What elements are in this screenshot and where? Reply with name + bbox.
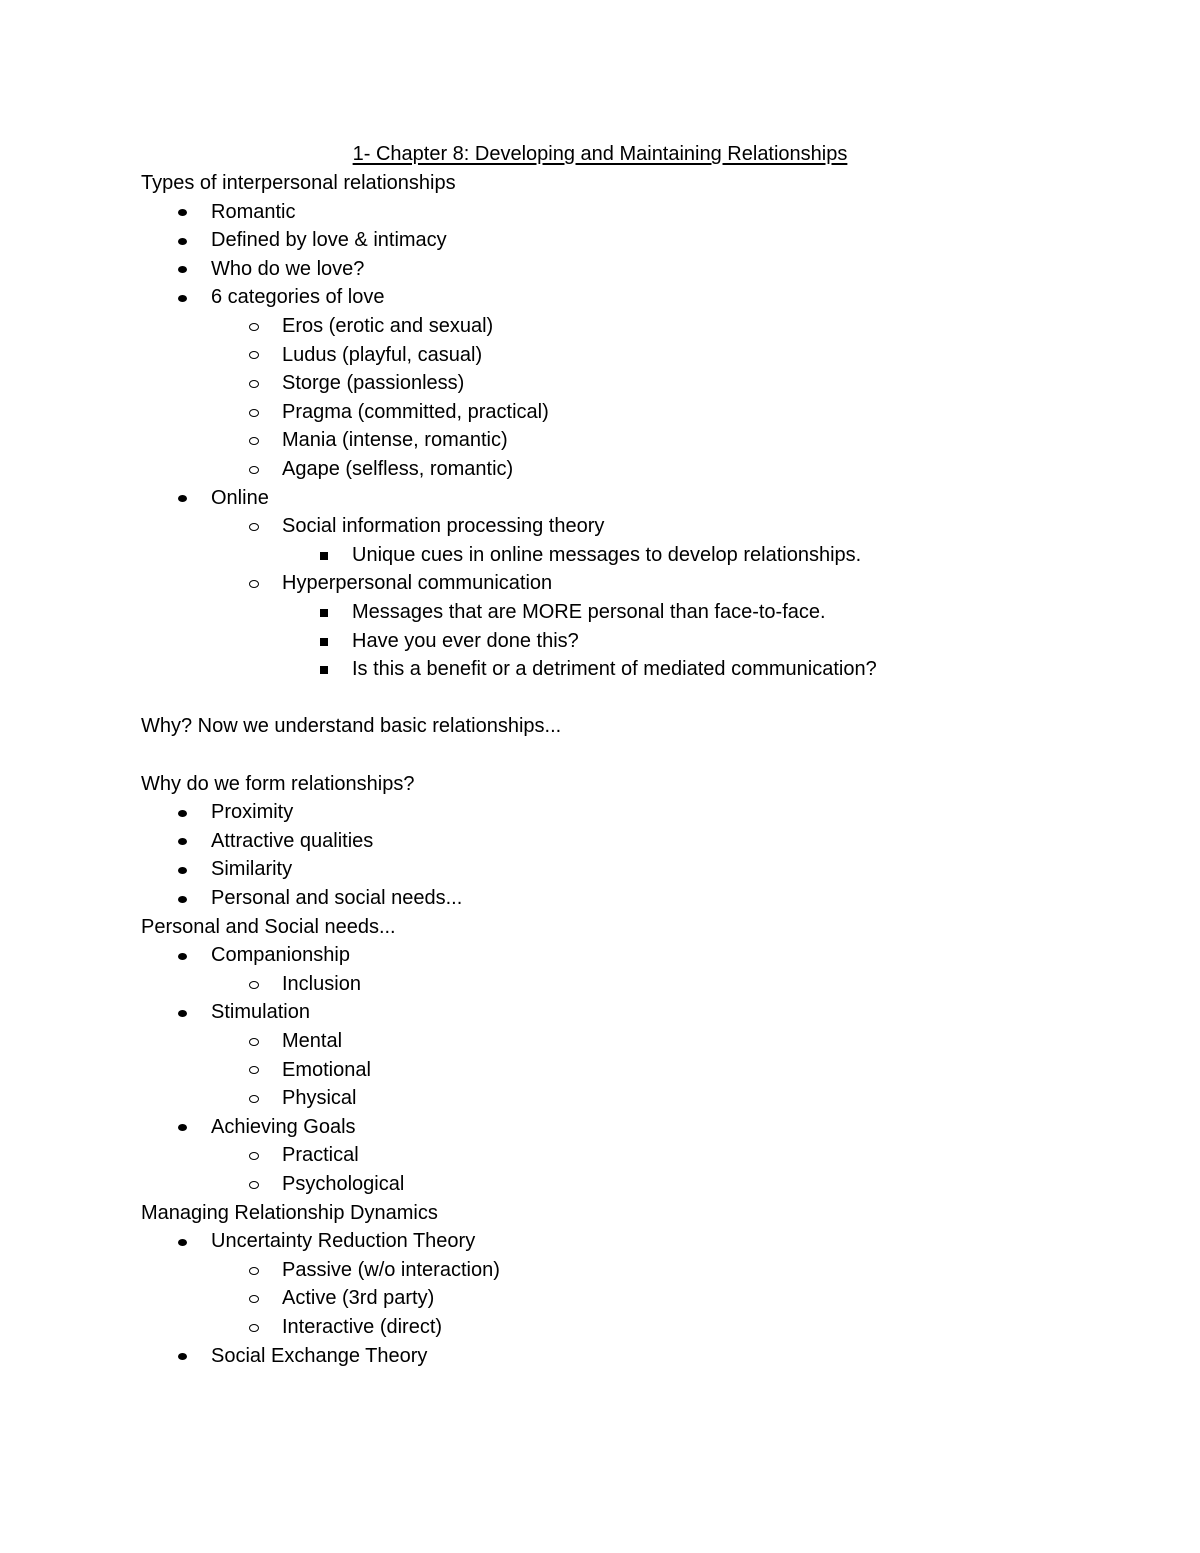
section-heading: Why do we form relationships?	[141, 772, 415, 795]
list-item: Ludus (playful, casual)	[282, 343, 483, 366]
bullet-disc-icon	[178, 1124, 187, 1131]
bullet-disc-icon	[178, 1353, 187, 1360]
bullet-disc-icon	[178, 953, 187, 960]
bullet-disc-icon	[178, 209, 187, 216]
bullet-circle-icon	[249, 1181, 259, 1189]
list-item: Social Exchange Theory	[211, 1344, 428, 1367]
bullet-circle-icon	[249, 323, 259, 331]
bullet-disc-icon	[178, 495, 187, 502]
bullet-circle-icon	[249, 1324, 259, 1332]
list-item: Have you ever done this?	[352, 629, 579, 652]
bullet-disc-icon	[178, 1010, 187, 1017]
bullet-square-icon	[320, 609, 328, 617]
list-item: Eros (erotic and sexual)	[282, 315, 494, 337]
bullet-circle-icon	[249, 1095, 259, 1103]
list-item: Active (3rd party)	[282, 1287, 435, 1310]
list-item: Is this a benefit or a detriment of mediated communication?	[352, 658, 877, 681]
list-item: Interactive (direct)	[282, 1316, 443, 1338]
document-title	[0, 140, 1200, 168]
list-item: Mania (intense, romantic)	[282, 429, 508, 452]
bullet-disc-icon	[178, 238, 187, 245]
list-item: Storge (passionless)	[282, 372, 465, 395]
bullet-disc-icon	[178, 838, 187, 845]
list-item: 6 categories of love	[211, 286, 385, 309]
bullet-disc-icon	[178, 810, 187, 817]
bullet-circle-icon	[249, 351, 259, 359]
document-title-text: 1- Chapter 8: Developing and Maintaining Relationships	[352, 143, 848, 165]
list-item: Proximity	[211, 801, 294, 824]
list-item: Defined by love & intimacy	[211, 229, 447, 252]
list-item: Stimulation	[211, 1001, 310, 1024]
list-item: Similarity	[211, 858, 293, 881]
list-item: Personal and social needs...	[211, 887, 463, 909]
list-item: Inclusion	[282, 972, 361, 995]
bullet-circle-icon	[249, 380, 259, 388]
list-item: Mental	[282, 1030, 343, 1052]
list-item: Companionship	[211, 944, 350, 967]
list-item: Romantic	[211, 200, 296, 223]
list-item: Unique cues in online messages to develop relationships.	[352, 543, 862, 566]
bullet-circle-icon	[249, 523, 259, 531]
list-item: Achieving Goals	[211, 1115, 356, 1138]
list-item: Pragma (committed, practical)	[282, 400, 549, 423]
list-item: Social information processing theory	[282, 515, 605, 538]
bullet-circle-icon	[249, 409, 259, 417]
list-item: Online	[211, 486, 269, 509]
bullet-disc-icon	[178, 1239, 187, 1246]
bullet-circle-icon	[249, 580, 259, 588]
bullet-disc-icon	[178, 266, 187, 273]
list-item: Uncertainty Reduction Theory	[211, 1230, 476, 1253]
list-item: Practical	[282, 1144, 359, 1167]
bullet-circle-icon	[249, 466, 259, 474]
list-item: Messages that are MORE personal than face-to-face.	[352, 601, 826, 623]
bullet-circle-icon	[249, 437, 259, 445]
bullet-square-icon	[320, 666, 328, 674]
section-heading: Managing Relationship Dynamics	[141, 1201, 438, 1224]
list-item: Attractive qualities	[211, 829, 374, 852]
bullet-disc-icon	[178, 867, 187, 874]
bullet-circle-icon	[249, 1295, 259, 1303]
list-item: Passive (w/o interaction)	[282, 1258, 500, 1281]
list-item: Physical	[282, 1087, 357, 1110]
list-item: Who do we love?	[211, 257, 365, 280]
bullet-circle-icon	[249, 1066, 259, 1074]
bullet-disc-icon	[178, 295, 187, 302]
list-item: Agape (selfless, romantic)	[282, 458, 514, 480]
list-item: Psychological	[282, 1173, 405, 1195]
bullet-circle-icon	[249, 1152, 259, 1160]
section-heading: Personal and Social needs...	[141, 915, 396, 938]
bullet-square-icon	[320, 552, 328, 560]
section-heading: Why? Now we understand basic relationships...	[141, 715, 562, 738]
section-heading: Types of interpersonal relationships	[141, 172, 456, 194]
bullet-square-icon	[320, 638, 328, 646]
bullet-circle-icon	[249, 1038, 259, 1046]
bullet-disc-icon	[178, 896, 187, 903]
bullet-circle-icon	[249, 981, 259, 989]
list-item: Emotional	[282, 1058, 371, 1081]
list-item: Hyperpersonal communication	[282, 572, 553, 595]
bullet-circle-icon	[249, 1267, 259, 1275]
